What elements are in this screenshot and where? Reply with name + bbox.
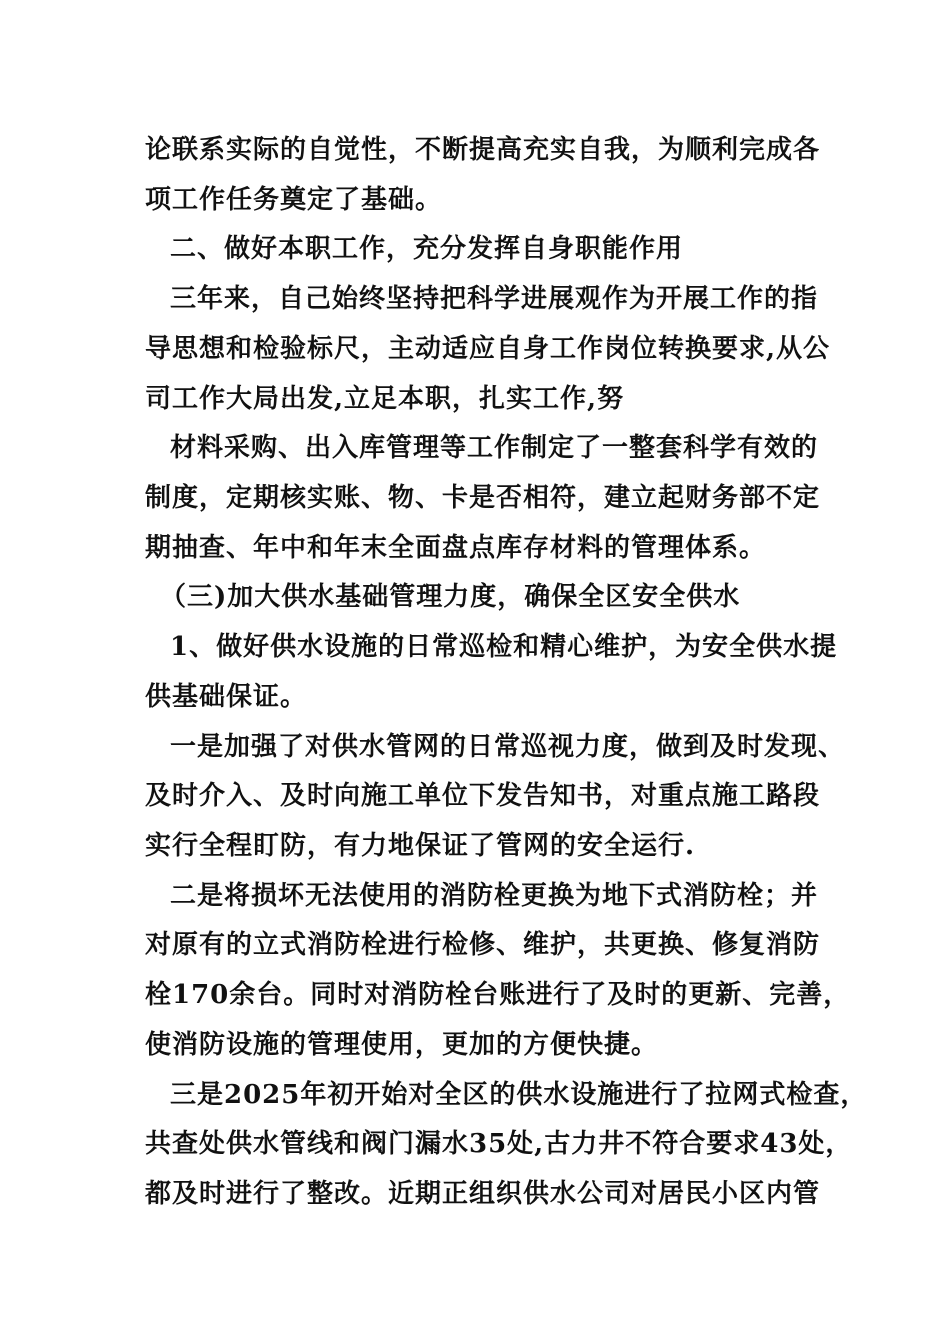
text-line: 材料采购、出入库管理等工作制定了一整套科学有效的	[170, 433, 819, 463]
text-line: 一是加强了对供水管网的日常巡视力度，做到及时发现、	[170, 732, 846, 762]
text-line: 二是将损坏无法使用的消防栓更换为地下式消防栓；并	[170, 881, 819, 911]
text-line: 三年来，自己始终坚持把科学进展观作为开展工作的指	[170, 284, 819, 314]
text-line: 1、做好供水设施的日常巡检和精心维护，为安全供水提	[170, 632, 838, 662]
text-line: 期抽查、年中和年末全面盘点库存材料的管理体系。	[145, 533, 767, 563]
subsection-heading: （三)加大供水基础管理力度，确保全区安全供水	[160, 582, 741, 612]
text-line: 使消防设施的管理使用，更加的方便快捷。	[145, 1030, 659, 1060]
section-heading: 二、做好本职工作，充分发挥自身职能作用	[170, 234, 684, 264]
text-line: 制度，定期核实账、物、卡是否相符，建立起财务部不定	[145, 483, 821, 513]
text-line: 及时介入、及时向施工单位下发告知书，对重点施工路段	[145, 781, 821, 811]
text-line: 对原有的立式消防栓进行检修、维护，共更换、修复消防	[145, 930, 821, 960]
text-line: 论联系实际的自觉性，不断提高充实自我，为顺利完成各	[145, 135, 821, 165]
text-line: 导思想和检验标尺，主动适应自身工作岗位转换要求,从公	[145, 334, 831, 364]
text-line: 都及时进行了整改。近期正组织供水公司对居民小区内管	[145, 1179, 821, 1209]
text-line: 栓170余台。同时对消防栓台账进行了及时的更新、完善，	[145, 980, 851, 1010]
text-line: 共查处供水管线和阀门漏水35处,古力井不符合要求43处，	[145, 1129, 853, 1159]
text-line: 三是2025年初开始对全区的供水设施进行了拉网式检查，	[170, 1080, 868, 1110]
text-line: 司工作大局出发,立足本职，扎实工作,努	[145, 384, 625, 414]
text-line: 供基础保证。	[145, 682, 308, 712]
text-line: 项工作任务奠定了基础。	[145, 185, 443, 215]
text-line: 实行全程盯防，有力地保证了管网的安全运行.	[145, 831, 696, 861]
